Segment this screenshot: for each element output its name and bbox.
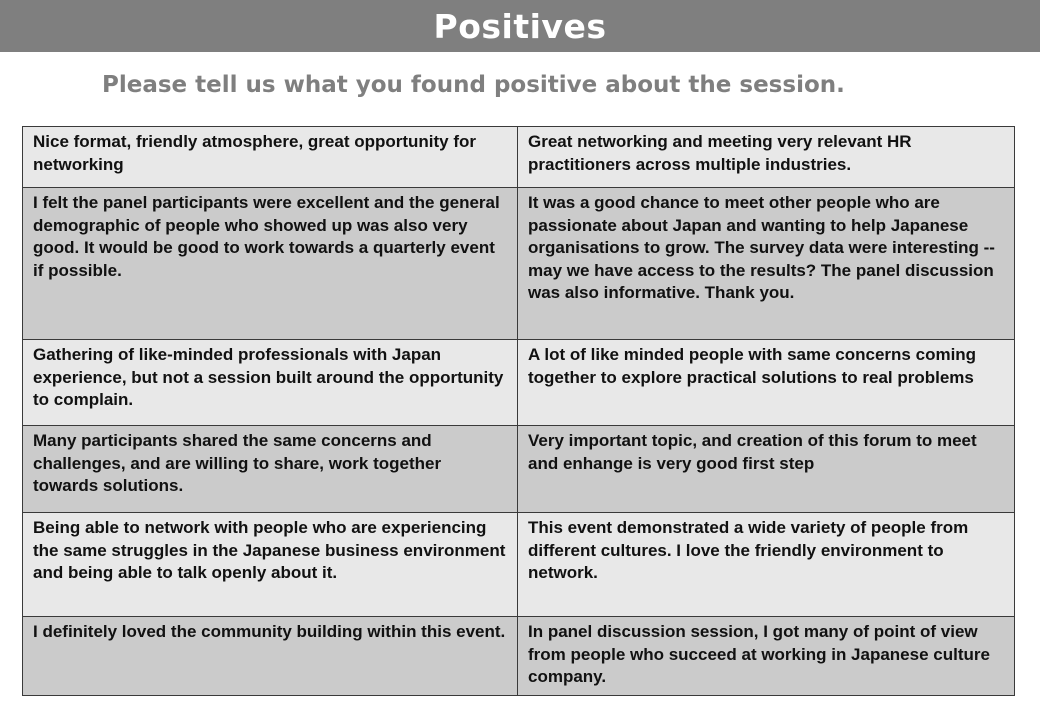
survey-question: Please tell us what you found positive about the session. [102,72,845,98]
table-row [23,127,1015,188]
feedback-table [22,126,1015,696]
feedback-cell: Gathering of like-minded professionals with Japan experience, but not a session built around the opportunity to complain. [23,340,518,426]
table-row [23,426,1015,513]
feedback-cell: Being able to network with people who are experiencing the same struggles in the Japanese business environment and being able to talk openly about it. [23,513,518,617]
feedback-cell: I definitely loved the community building within this event. [23,617,518,696]
feedback-cell: This event demonstrated a wide variety of people from different cultures. I love the friendly environment to network. [518,513,1015,617]
feedback-cell: Many participants shared the same concerns and challenges, and are willing to share, work together towards solutions. [23,426,518,513]
feedback-cell: It was a good chance to meet other people who are passionate about Japan and wanting to help Japanese organisations to grow. The survey data were interesting -- may we have access to the results? The panel discussion was also informative. Thank you. [518,188,1015,340]
page-title: Positives [433,6,607,46]
table-row [23,513,1015,617]
table-row [23,617,1015,696]
feedback-cell: Very important topic, and creation of this forum to meet and enhange is very good first step [518,426,1015,513]
title-bar [0,0,1040,52]
feedback-cell: I felt the panel participants were excellent and the general demographic of people who showed up was also very good. It would be good to work towards a quarterly event if possible. [23,188,518,340]
table-row [23,340,1015,426]
table-row [23,188,1015,340]
feedback-cell: A lot of like minded people with same concerns coming together to explore practical solutions to real problems [518,340,1015,426]
feedback-cell: Great networking and meeting very relevant HR practitioners across multiple industries. [518,127,1015,188]
feedback-cell: Nice format, friendly atmosphere, great opportunity for networking [23,127,518,188]
feedback-cell: In panel discussion session, I got many of point of view from people who succeed at working in Japanese culture company. [518,617,1015,696]
